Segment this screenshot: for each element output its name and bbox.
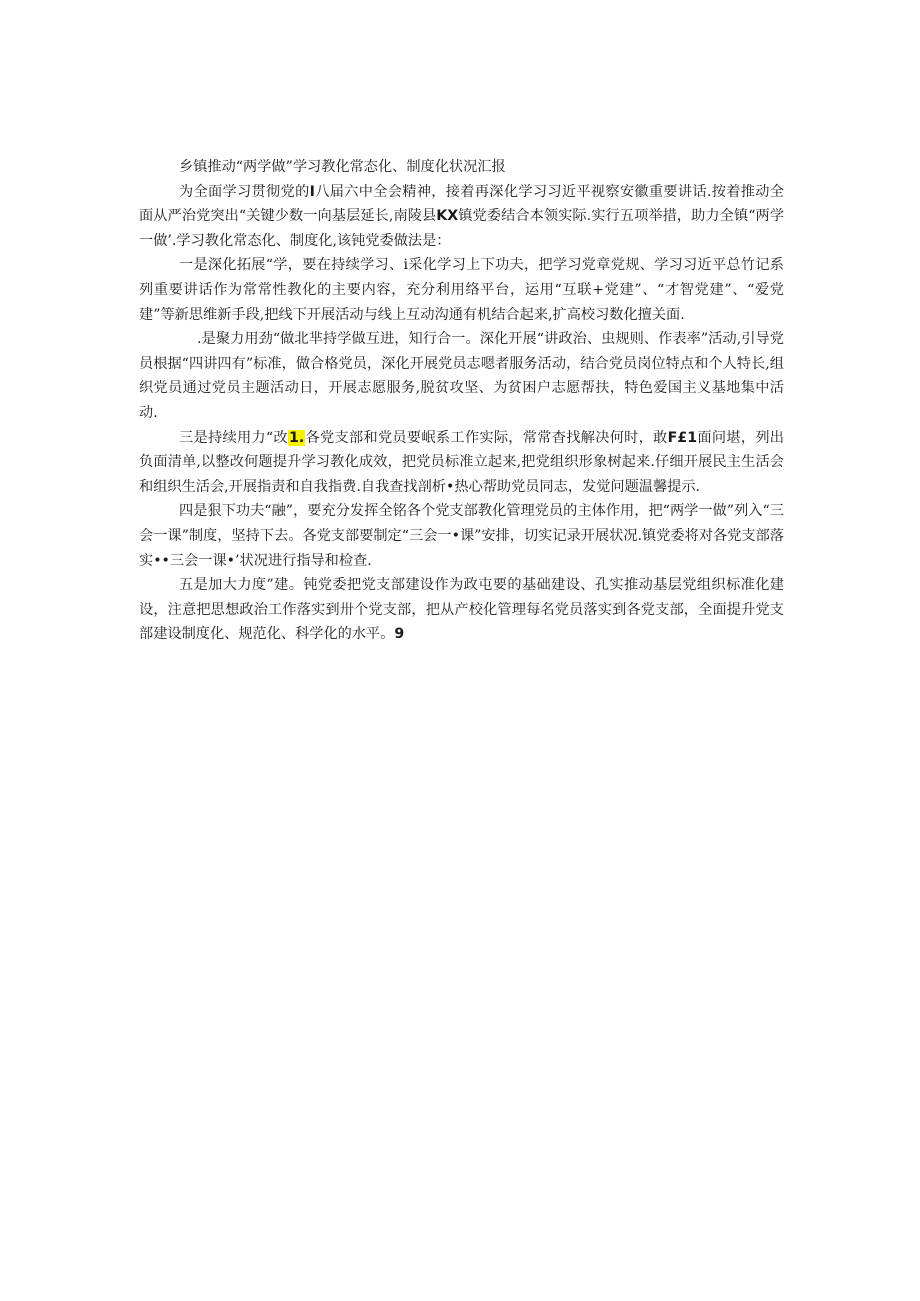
paragraph-two: .是聚力用劲“做北芈持学做互进，知行合一。深化开展“讲政治、虫规则、作表率”活动,引导党员根据“四讲四有”标准，做合格党员，深化开展党员志嗯者服务活动，结合党员岗位特点和个人特长,组织党员通过党员主题活动日，开展志愿服务,脱贫攻坚、为贫困户志愿帮扶，特色爱国主义基地集中活动. xyxy=(139,331,784,421)
highlighted-text: 1. xyxy=(288,429,305,446)
paragraph-intro-text-c: 八届六中全会精神，接着再深化学习习近平视察安徽重要讲话.按着推动全面从严治党突出“关键少数一向基层延长,南陵县 xyxy=(139,183,784,225)
paragraph-intro-text-d: KX xyxy=(436,208,459,225)
paragraph-five xyxy=(139,573,784,647)
paragraph-five-text-a: 五是加大力度”建。钝党委把党支部建设作为政屯要的基础建设、孔实推动基层党组织标准化建设，注意把思想政治工作落实到卅个党支部，把从产校化管理每名党员落实到各党支部，全面提升党支部建设制度化、规范化、科学化的水平。 xyxy=(139,577,784,643)
paragraph-intro-text-e: 镇党委结合本领实际.实行五项举措，助力全镇“两学一做’.学习教化常态化、制度化,该钝党委做法是： xyxy=(139,208,785,249)
paragraph-four: 四是狠下功夫“融”，要充分发挥全铭各个党支部教化管理党员的主体作用，把“两学一做”列入“三会一课”制度，坚持下去。各党支部要制定“三会一•课”安排，切实记录开展状况.镇党委将对各党支部落实••三会一课•’状况进行指导和检查. xyxy=(139,503,784,569)
paragraph-three-text-b: 各党支部和党员要岷系工作实际，常常杳找解决何时，敢 xyxy=(305,429,668,446)
paragraph-intro xyxy=(139,180,784,254)
paragraph-three-text-c: F£1 xyxy=(667,429,698,446)
paragraph-intro-text-b: I xyxy=(309,183,315,200)
paragraph-three xyxy=(139,426,784,500)
paragraph-one: 一是深化拓展“学，要在持续学习、i采化学习上下功夫，把学习党章党规、学习习近平总竹记系列重要讲话作为常常性教化的主要内容，充分利用络平台，运用“互联+党建”、“才智党建”、“爱党建”等新思维新手段,把线下开展活动与线上互动沟通有机结合起来,扩高校习数化擅关面. xyxy=(139,257,784,323)
paragraph-three-text-a: 三是持续用力“改 xyxy=(179,429,288,446)
paragraph-intro-text-a: 为全面学习贯彻党的 xyxy=(179,183,310,200)
document-title: 乡镇推动“两学做”学习教化常态化、制度化状况汇报 xyxy=(179,159,506,175)
document-body xyxy=(139,155,784,647)
paragraph-three-text-d: 面问堪，列出负面清单,以整改何题提升学习教化成效，把党员标准立起来,把党组织形象树起来.仔细开展民主生活会和组织生活会,开展指责和自我指费.自我查找剖析•热心帮助党员同志，发觉问题温馨提示. xyxy=(139,429,784,495)
paragraph-five-text-b: 9 xyxy=(394,626,405,643)
